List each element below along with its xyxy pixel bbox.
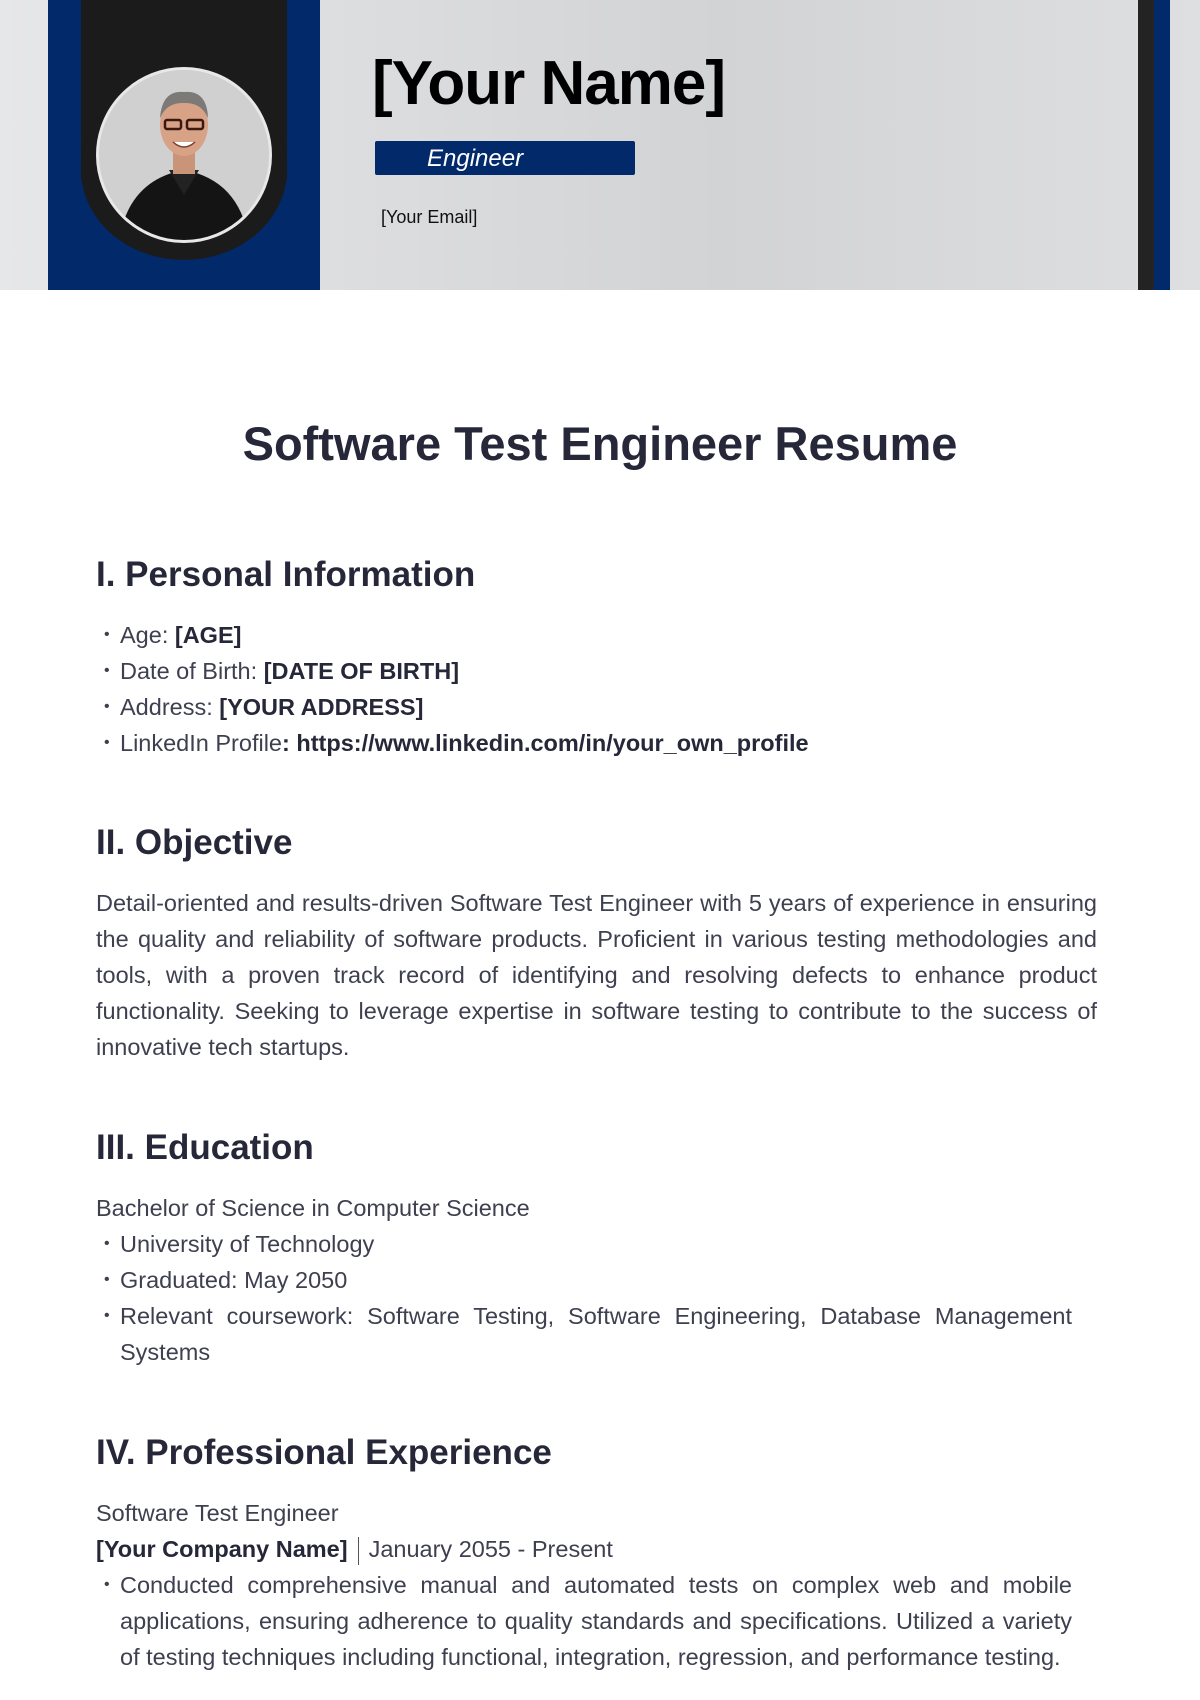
item-value: [DATE OF BIRTH] xyxy=(263,658,460,684)
candidate-name: [Your Name] xyxy=(372,49,726,118)
objective-section xyxy=(96,823,1097,1065)
resume-header xyxy=(0,0,1200,290)
list-item: • Conducted comprehensive manual and automated tests on complex web and mobile applications, ensuring adherence to quality standards and specifications. Utilized a variety of testing techniques including functional, integration, regression, and performance testing. xyxy=(96,1567,1072,1675)
objective-text: Detail-oriented and results-driven Software Test Engineer with 5 years of experience in ensuring the quality and reliability of software products. Proficient in various testing methodologies and tools, with a proven track record of identifying and resolving defects to enhance product functionality. Seeking to leverage expertise in software testing to contribute to the success of innovative tech startups. xyxy=(96,890,1097,1060)
item-label: LinkedIn Profile xyxy=(120,730,282,756)
list-item xyxy=(96,689,1097,725)
degree: Bachelor of Science in Computer Science xyxy=(96,1195,530,1221)
education-section xyxy=(96,1128,1097,1370)
section-heading: IV. Professional Experience xyxy=(96,1433,552,1472)
section-heading: II. Objective xyxy=(96,823,293,862)
role-badge xyxy=(375,141,635,175)
role-label: Engineer xyxy=(427,145,524,172)
job-title: Software Test Engineer xyxy=(96,1500,339,1526)
right-dark-stripe xyxy=(1138,0,1154,290)
list-item: • Graduated: May 2050 xyxy=(96,1262,1097,1298)
list-item xyxy=(96,617,1097,653)
profile-photo xyxy=(96,67,272,243)
experience-section xyxy=(96,1433,1097,1675)
list-item xyxy=(96,725,1097,761)
item-value: [YOUR ADDRESS] xyxy=(219,694,424,720)
section-heading: I. Personal Information xyxy=(96,555,476,594)
list-item xyxy=(96,653,1097,689)
right-blue-stripe xyxy=(1154,0,1170,290)
company-name: [Your Company Name] xyxy=(96,1536,348,1562)
section-heading: III. Education xyxy=(96,1128,314,1167)
job-meta xyxy=(96,1531,1097,1567)
list-item: • Relevant coursework: Software Testing, Software Engineering, Database Management Systems xyxy=(96,1298,1072,1370)
item-value: [AGE] xyxy=(174,622,242,648)
item-label: Address: xyxy=(120,694,220,720)
item-label: Age: xyxy=(120,622,175,648)
list-item: • University of Technology xyxy=(96,1226,1097,1262)
personal-information-section xyxy=(96,555,1097,761)
job-dates: January 2055 - Present xyxy=(368,1536,613,1562)
email: [Your Email] xyxy=(381,207,478,227)
item-label: Date of Birth: xyxy=(120,658,264,684)
linkedin-url[interactable]: : https://www.linkedin.com/in/your_own_profile xyxy=(282,730,809,756)
separator xyxy=(358,1537,359,1565)
page-title: Software Test Engineer Resume xyxy=(242,417,958,470)
